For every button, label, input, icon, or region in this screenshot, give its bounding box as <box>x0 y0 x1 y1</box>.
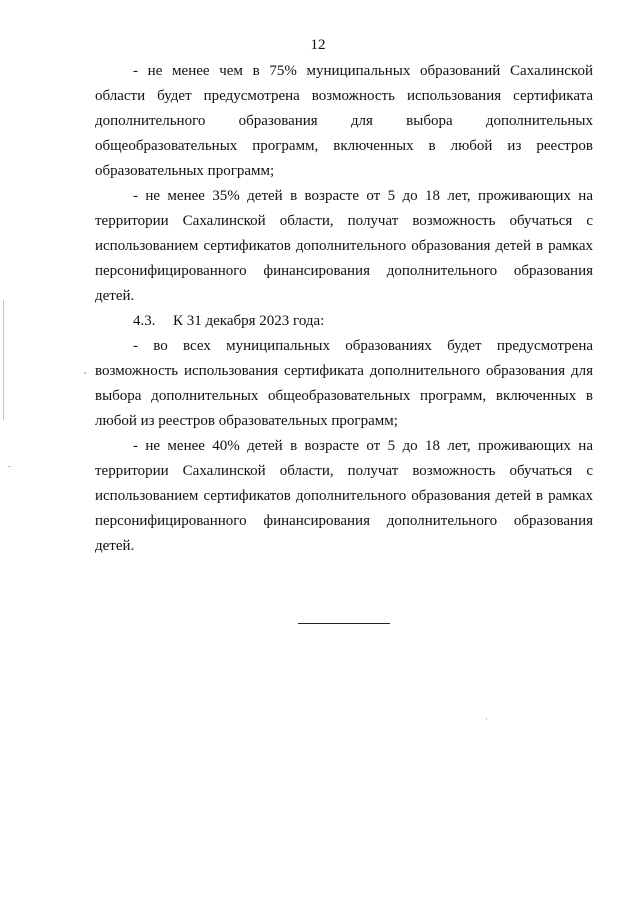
scan-artifact <box>486 718 487 720</box>
document-body <box>95 59 593 559</box>
section-heading <box>95 309 593 334</box>
page-number: 12 <box>310 37 326 53</box>
paragraph-municipalities-75: - не менее чем в 75% муниципальных образований Сахалинской области будет предусмотрена возможность использования сертификата дополнительного образования для выбора дополнительных общеобразовательных программ, включенных в любой из реестров образовательных программ; <box>95 63 593 179</box>
section-heading-text: К 31 декабря 2023 года: <box>173 313 325 329</box>
scan-artifact <box>84 372 86 374</box>
section-number: 4.3. <box>133 313 156 329</box>
paragraph-children-35: - не менее 35% детей в возрасте от 5 до 18 лет, проживающих на территории Сахалинской области, получат возможность обучаться с использованием сертификатов дополнительного образования детей в рамках персонифицированного финансирования дополнительного образования детей. <box>95 188 593 304</box>
end-of-text-rule <box>298 623 390 624</box>
paragraph-all-municipalities: - во всех муниципальных образованиях будет предусмотрена возможность использования сертификата дополнительного образования для выбора дополнительных общеобразовательных программ, включенных в любой из реестров образовательных программ; <box>95 338 593 429</box>
scan-artifact <box>3 300 4 420</box>
paragraph-children-40: - не менее 40% детей в возрасте от 5 до 18 лет, проживающих на территории Сахалинской области, получат возможность обучаться с использованием сертификатов дополнительного образования детей в рамках персонифицированного финансирования дополнительного образования детей. <box>95 438 593 554</box>
scan-artifact <box>8 466 11 467</box>
